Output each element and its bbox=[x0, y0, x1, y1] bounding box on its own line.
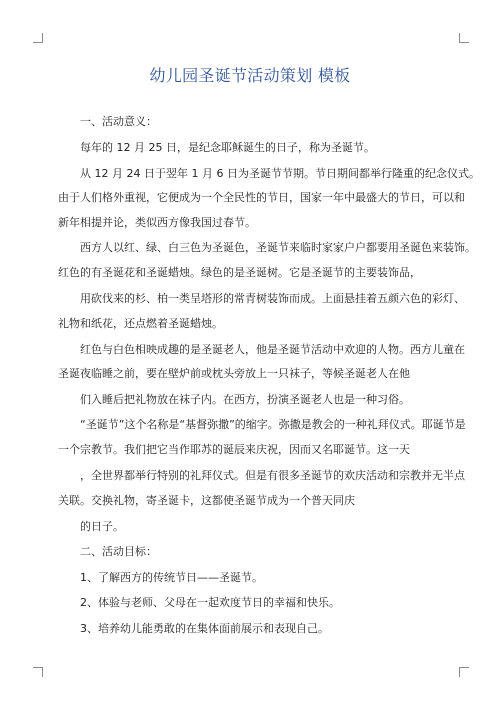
paragraph-line: 一个宗教节。我们把它当作耶苏的诞辰来庆祝，因而又名耶诞节。这一天 bbox=[58, 443, 410, 456]
section-heading: 二、活动目标： bbox=[80, 545, 157, 558]
paragraph-line: 的日子。 bbox=[80, 520, 124, 533]
paragraph-line: ，全世界都举行特别的礼拜仪式。但是有很多圣诞节的欢庆活动和宗教并无半点 bbox=[80, 469, 465, 482]
paragraph-line: “圣诞节”这个名称是“基督弥撒”的缩字。弥撒是教会的一种礼拜仪式。耶诞节是 bbox=[80, 418, 466, 431]
list-item: 1、了解西方的传统节日——圣诞节。 bbox=[80, 571, 263, 584]
paragraph-line: 每年的 12 月 25 日，是纪念耶稣诞生的日子，称为圣诞节。 bbox=[80, 141, 375, 154]
corner-mark-bottom-right bbox=[459, 667, 469, 677]
paragraph-line: 新年相提并论，类似西方像我国过春节。 bbox=[58, 216, 256, 229]
paragraph-line: 礼物和纸花，还点燃着圣诞蜡烛。 bbox=[58, 317, 223, 330]
paragraph-line: 西方人以红、绿、白三色为圣诞色，圣诞节来临时家家户户都要用圣诞色来装饰。 bbox=[80, 241, 476, 254]
paragraph-line: 圣诞夜临睡之前，要在壁炉前或枕头旁放上一只袜子，等候圣诞老人在他 bbox=[58, 367, 410, 380]
paragraph-line: 从 12 月 24 日于翌年 1 月 6 日为圣诞节节期。节日期间都举行隆重的纪念仪式。 bbox=[80, 167, 480, 180]
corner-mark-top-left bbox=[33, 33, 43, 43]
paragraph-line: 用砍伐来的杉、柏一类呈塔形的常青树装饰而成。上面悬挂着五颜六色的彩灯、 bbox=[80, 292, 465, 305]
document-title: 幼儿园圣诞节活动策划 模板 bbox=[149, 66, 351, 85]
section-heading: 一、活动意义： bbox=[80, 115, 157, 128]
paragraph-line: 红色的有圣诞花和圣诞蜡烛。绿色的是圣诞树。它是圣诞节的主要装饰品， bbox=[58, 266, 421, 279]
paragraph-line: 红色与白色相映成趣的是圣诞老人，他是圣诞节活动中欢迎的人物。西方儿童在 bbox=[80, 343, 465, 356]
paragraph-line: 由于人们格外重视，它便成为一个全民性的节日，国家一年中最盛大的节日，可以和 bbox=[58, 191, 465, 204]
list-item: 3、培养幼儿能勇敢的在集体面前展示和表现自己。 bbox=[80, 622, 329, 635]
paragraph-line: 关联。交换礼物，寄圣诞卡，这都使圣诞节成为一个普天同庆 bbox=[58, 494, 355, 507]
corner-mark-top-right bbox=[459, 33, 469, 43]
list-item: 2、体验与老师、父母在一起欢度节日的幸福和快乐。 bbox=[80, 596, 340, 609]
corner-mark-bottom-left bbox=[33, 667, 43, 677]
paragraph-line: 们入睡后把礼物放在袜子内。在西方，扮演圣诞老人也是一种习俗。 bbox=[80, 393, 410, 406]
